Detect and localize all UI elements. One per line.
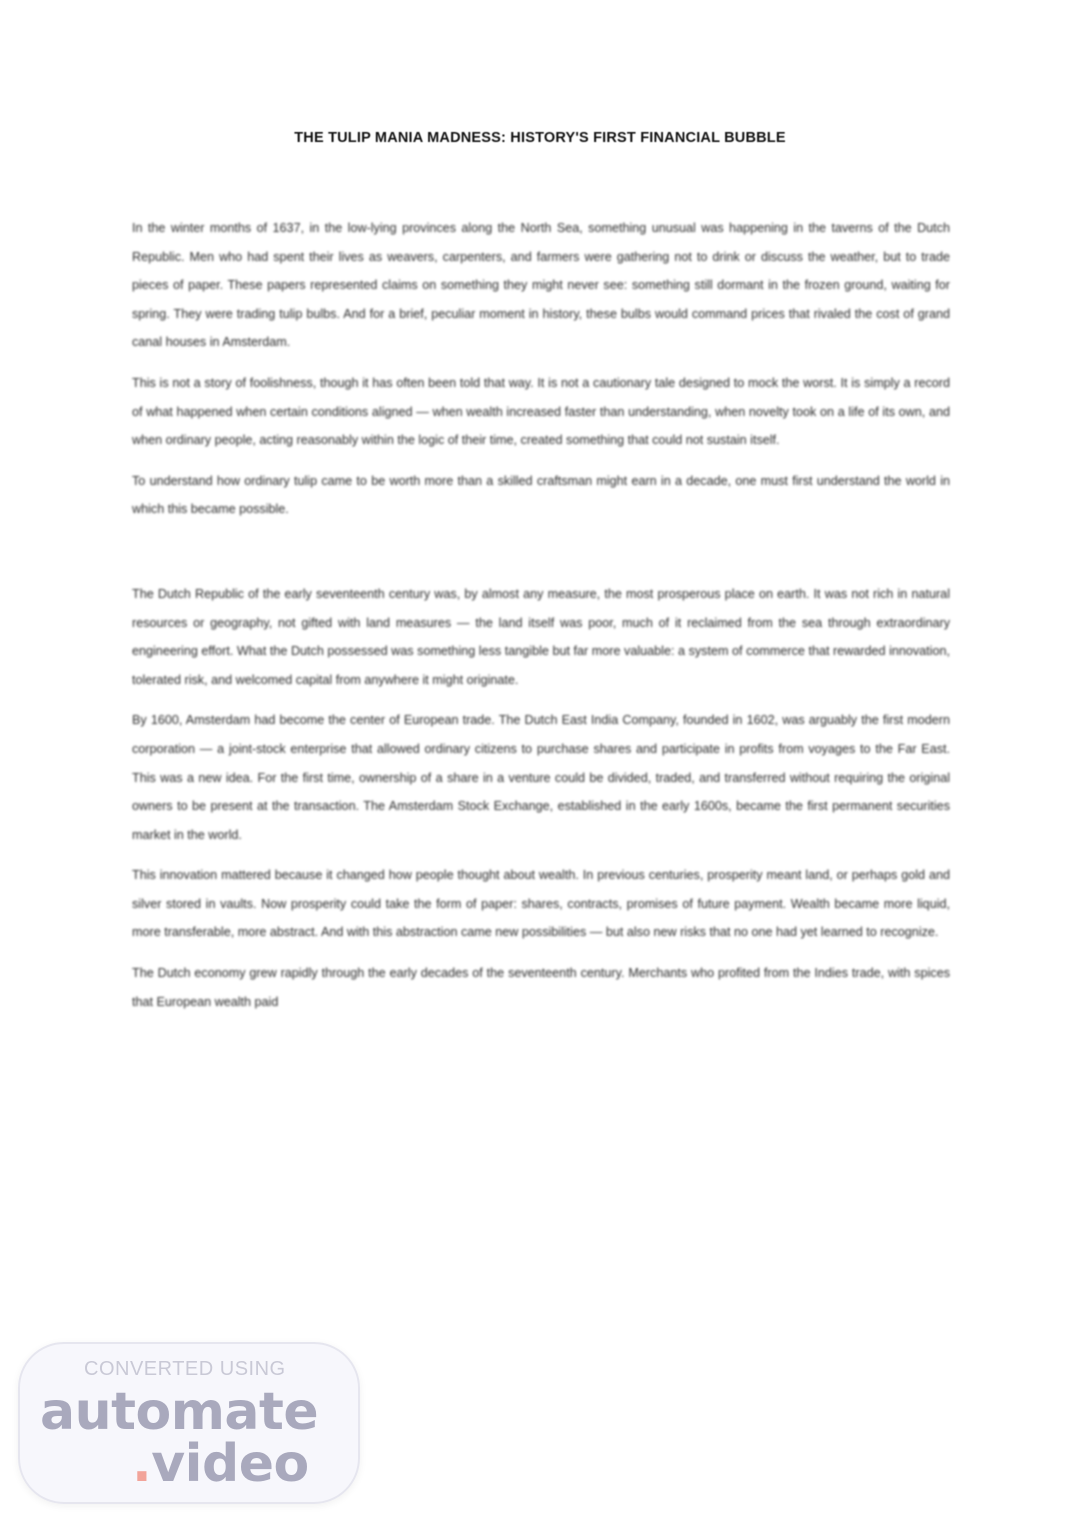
watermark-word: video (151, 1434, 309, 1494)
paragraph: The Dutch economy grew rapidly through the early decades of the seventeenth century. Merchants who profited from the Indies trade, with spices that European wealth paid (132, 966, 950, 1009)
document-title: THE TULIP MANIA MADNESS: HISTORY'S FIRST FINANCIAL BUBBLE (294, 130, 786, 146)
watermark-brand-top: automate (40, 1382, 319, 1442)
paragraph: This innovation mattered because it changed how people thought about wealth. In previous centuries, prosperity meant land, or perhaps gold and silver stored in vaults. Now prosperity could take the form of paper: shares, contracts, promises of future payment. Wealth became more liquid, more transferable, more abstract. And with this abstraction came new possibilities — but also new risks that no one had yet learned to recognize. (132, 868, 950, 940)
watermark-caption: CONVERTED USING (84, 1358, 286, 1380)
paragraph: The Dutch Republic of the early seventeenth century was, by almost any measure, the most prosperous place on earth. It was not rich in natural resources or geography, not gifted with land measures — the land itself was poor, much of it reclaimed from the sea through extraordinary engineering effort. What the Dutch possessed was something less tangible but far more valuable: a system of commerce that rewarded innovation, tolerated risk, and welcomed capital from anywhere it might originate. (132, 586, 950, 687)
paragraph: To understand how ordinary tulip came to be worth more than a skilled craftsman might earn in a decade, one must first understand the world in which this became possible. (132, 473, 950, 517)
paragraph: In the winter months of 1637, in the low-lying provinces along the North Sea, something unusual was happening in the taverns of the Dutch Republic. Men who had spent their lives as weavers, carpenters, and farmers were gathering not to drink or discuss the weather, but to trade pieces of paper. These papers represented claims on something they might never see: something still dormant in the frozen ground, waiting for spring. They were trading tulip bulbs. And for a brief, peculiar moment in history, these bulbs would command prices that rivaled the cost of grand canal houses in Amsterdam. (132, 221, 950, 350)
converter-watermark-badge (18, 1342, 360, 1504)
document-body (132, 214, 950, 1028)
watermark-dot: . (132, 1434, 152, 1494)
paragraph: By 1600, Amsterdam had become the center of European trade. The Dutch East India Company, founded in 1602, was arguably the first modern corporation — a joint-stock enterprise that allowed ordinary citizens to purchase shares and participate in profits from voyages to the Far East. This was a new idea. For the first time, ownership of a share in a venture could be divided, traded, and transferred without requiring the original owners to be present at the transaction. The Amsterdam Stock Exchange, established in the early 1600s, became the first permanent securities market in the world. (132, 713, 950, 842)
watermark-brand-bottom (132, 1434, 309, 1494)
paragraph: This is not a story of foolishness, though it has often been told that way. It is not a cautionary tale designed to mock the worst. It is simply a record of what happened when certain conditions aligned — when wealth increased faster than understanding, when novelty took on a life of its own, and when ordinary people, acting reasonably within the logic of their time, created something that could not sustain itself. (132, 375, 950, 448)
